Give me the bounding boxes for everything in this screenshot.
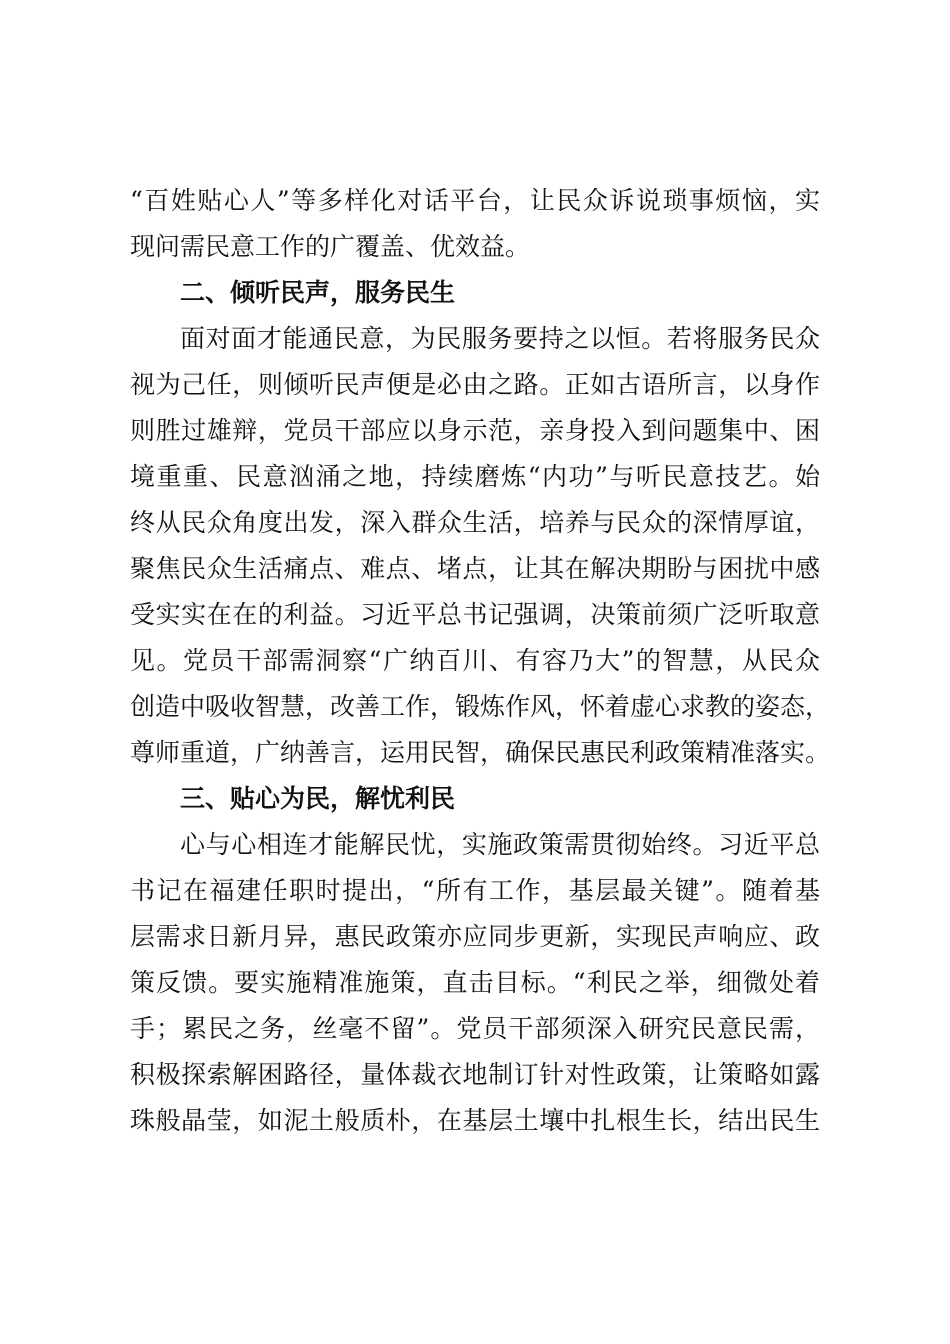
- text-line: 珠般晶莹，如泥土般质朴，在基层土壤中扎根生长，结出民生: [130, 1106, 820, 1135]
- text-line: 面对面才能通民意，为民服务要持之以恒。若将服务民众: [180, 324, 820, 353]
- text-line: 见。党员干部需洞察“广纳百川、有容乃大”的智慧，从民众: [130, 646, 820, 675]
- document-page: [130, 178, 831, 1144]
- text-line: 策反馈。要实施精准施策，直击目标。“利民之举，细微处着: [130, 968, 820, 997]
- text-line: 终从民众角度出发，深入群众生活，培养与民众的深情厚谊，: [130, 508, 820, 537]
- text-line: 视为己任，则倾听民声便是必由之路。正如古语所言，以身作: [130, 370, 820, 399]
- text-line: 境重重、民意汹涌之地，持续磨炼“内功”与听民意技艺。始: [130, 462, 820, 491]
- text-line: 创造中吸收智慧，改善工作，锻炼作风，怀着虚心求教的姿态，: [130, 692, 831, 721]
- section-listen: [130, 270, 831, 776]
- text-line: 现问需民意工作的广覆盖、优效益。: [130, 232, 531, 261]
- text-line: 聚焦民众生活痛点、难点、堵点，让其在解决期盼与困扰中感: [130, 554, 820, 583]
- section-heading: 三、贴心为民，解忧利民: [180, 784, 456, 813]
- section-heading: 二、倾听民声，服务民生: [180, 278, 456, 307]
- text-line: “百姓贴心人”等多样化对话平台，让民众诉说琐事烦恼，实: [130, 186, 820, 215]
- text-line: 手；累民之务，丝毫不留”。党员干部须深入研究民意民需，: [130, 1014, 820, 1043]
- text-line: 则胜过雄辩，党员干部应以身示范，亲身投入到问题集中、困: [130, 416, 820, 445]
- section-care: [130, 776, 820, 1144]
- text-line: 受实实在在的利益。习近平总书记强调，决策前须广泛听取意: [130, 600, 820, 629]
- text-line: 尊师重道，广纳善言，运用民智，确保民惠民利政策精准落实。: [130, 738, 831, 767]
- text-line: 层需求日新月异，惠民政策亦应同步更新，实现民声响应、政: [130, 922, 820, 951]
- text-line: 积极探索解困路径，量体裁衣地制订针对性政策，让策略如露: [130, 1060, 820, 1089]
- paragraph-continuation: [130, 178, 820, 270]
- text-line: 心与心相连才能解民忧，实施政策需贯彻始终。习近平总: [180, 830, 820, 859]
- text-line: 书记在福建任职时提出，“所有工作，基层最关键”。随着基: [130, 876, 820, 905]
